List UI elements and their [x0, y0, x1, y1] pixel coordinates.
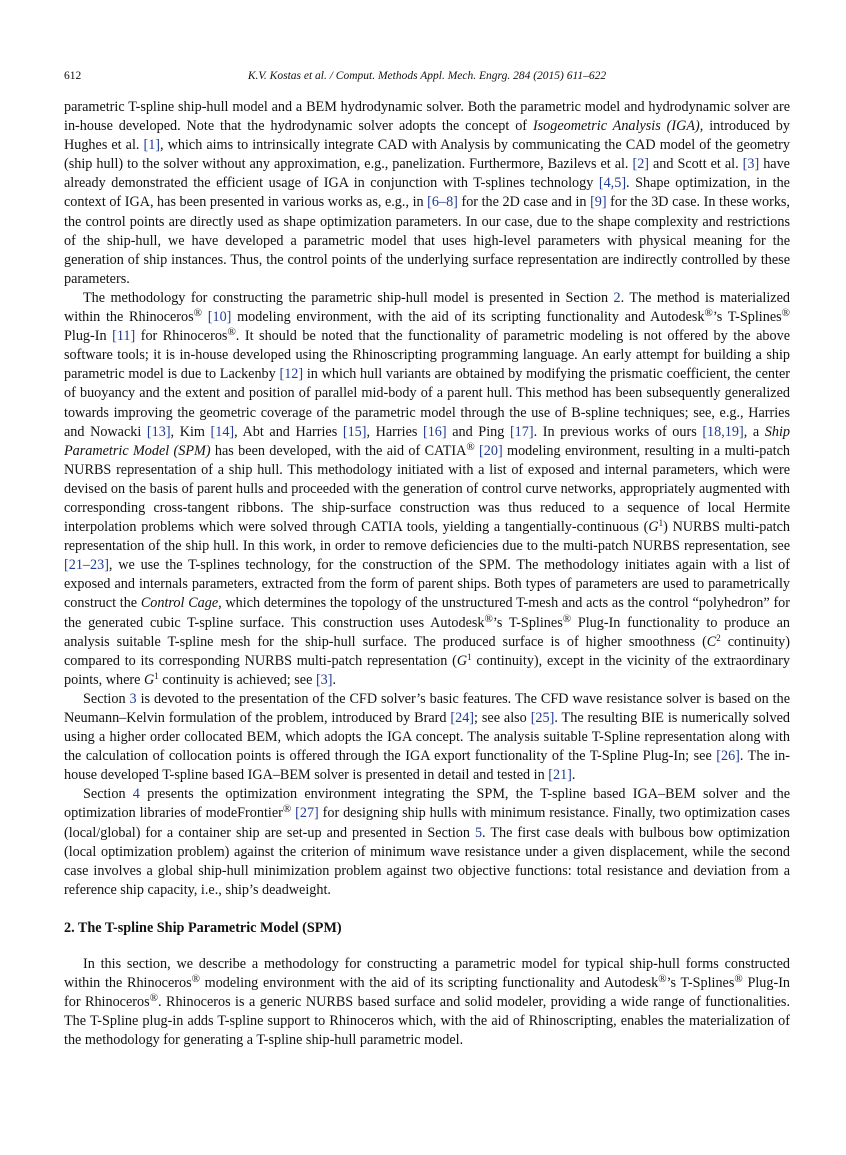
citation-link[interactable]: [6–8] [427, 194, 458, 211]
section-link[interactable]: 2 [613, 289, 621, 306]
paragraph-4: Section 4 presents the optimization environment integrating the SPM, the T-spline based IGA–BEM solver and the optimization libraries of modeFrontier® [27] for designing ship hulls with minimum resistance. Finally, two optimization cases (local/global) for a container ship are set-up and presented in Section 5. The first case deals with bulbous bow optimization (local optimization problem) against the criterion of minimum wave resistance under a given displacement, while the second case involves a global ship-hull minimization problem against two objective functions: total resistance and deviation from a reference ship capacity, i.e., ship’s deadweight. [64, 786, 791, 898]
citation-link[interactable]: [4,5] [598, 175, 627, 192]
paragraph-3: Section 3 is devoted to the presentation of the CFD solver’s basic features. The CFD wave resistance solver is based on the Neumann–Kelvin formulation of the problem, introduced by Brard [24]; see also [25]. The resulting BIE is numerically solved using a higher order collocated BEM, which adopts the IGA concept. The analysis suitable T-Spline representation along with the calculation of collocation points is offered through the IGA export functionality of the T-Spline Plug-In; see [26]. The in-house developed T-spline based IGA–BEM solver is presented in detail and tested in [21]. [64, 690, 790, 784]
citation-link[interactable]: [2] [632, 156, 650, 173]
citation-link[interactable]: [21] [548, 767, 572, 784]
citation-link[interactable]: [25] [530, 710, 555, 726]
citation-link[interactable]: [16] [422, 423, 447, 440]
paragraph-2: The methodology for constructing the parametric ship-hull model is presented in Section 2. The method is materialized within the Rhinoceros® [10] modeling environment, with the aid of its scripting functionality and Autodesk®’s T-Splines® Plug-In [11] for Rhinoceros®. It should be noted that the functionality of parametric modeling is not offered by the above software tools; it is in-house developed using the Rhinoscripting programming language. An early attempt for building a ship parametric model is due to Lackenby [12] in which hull variants are obtained by modifying the prismatic coefficient, the center of buoyancy and the extent and position of parallel mid-body of a parent hull. This method has been subsequently generalized towards improving the geometric coverage of the parametric model through the use of B-spline techniques; see, e.g., Harries and Nowacki [13], Kim [14], Abt and Harries [15], Harries [16] and Ping [17]. In previous works of ours [18,19], a Ship Parametric Model (SPM) has been developed, with the aid of CATIA® [20] modeling environment, resulting in a multi-patch NURBS representation of a ship hull. This methodology initiated with a list of exposed and internal parameters, which were devised on the basis of parent hulls and proceeded with the generation of control curve networks, appropriately augmented with corresponding cross-tangent ribbons. The ship-surface construction was thus reduced to a sequence of local Hermite interpolation problems which were solved through CATIA tools, yielding a tangentially-continuous $(G^1)$ NURBS multi-patch representation of the ship hull. In this work, in order to remove deficiencies due to the multi-patch NURBS representation, see [21–23], we use the T-splines technology, for the construction of the SPM. The methodology initiates again with a list of exposed and internals parameters, extracted from the form of parent ships. Both types of parameters are used to parametrically construct the Control Cage, which determines the topology of the unstructured T-mesh and acts as the control “polyhedron” for the generated cubic T-spline surface. This construction uses Autodesk®’s T-Splines® Plug-In functionality to produce an analysis suitable T-spline mesh for the ship-hull surface. The produced surface is of higher smoothness ($C^2$ continuity) compared to its corresponding NURBS multi-patch representation ($G^1$ continuity), except in the vicinity of the extraordinary points, where $G^1$ continuity is achieved; see [3]. [64, 289, 791, 688]
citation-link[interactable]: [14] [210, 423, 235, 440]
section-link[interactable]: 5 [474, 824, 483, 841]
journal-citation: K.V. Kostas et al. / Comput. Methods Appl. Mech. Engrg. 284 (2015) 611–622 [247, 70, 607, 82]
citation-link[interactable]: [1] [143, 137, 161, 154]
citation-link[interactable]: [9] [590, 194, 607, 211]
paragraph-1: parametric T-spline ship-hull model and a BEM hydrodynamic solver. Both the parametric model and hydrodynamic solver are in-house developed. Note that the hydrodynamic solver adopts the concept of Isogeometric Analysis (IGA), introduced by Hughes et al. [1], which aims to intrinsically integrate CAD with Analysis by communicating the CAD model of the geometry (ship hull) to the solver without any approximation, e.g., panelization. Furthermore, Bazilevs et al. [2] and Scott et al. [3] have already demonstrated the efficient usage of IGA in conjunction with T-splines technology [4,5]. Shape optimization, in the context of IGA, has been presented in various works as, e.g., in [6–8] for the 2D case and in [9] for the 3D case. In these works, the control points are directly used as shape optimization parameters. In our case, due to the shape complexity and restrictions of the ship-hull, we have developed a parametric model that uses high-level parameters with physical meaning for the generation of ship instances. Thus, the control points of the underlying surface representation are indirectly controlled by these parameters. [64, 99, 791, 287]
citation-link[interactable]: [11] [112, 328, 136, 345]
citation-link[interactable]: [18,19] [702, 423, 744, 440]
citation-link[interactable]: [26] [716, 748, 740, 765]
section-link[interactable]: 3 [129, 690, 137, 707]
citation-link[interactable]: [3] [742, 156, 760, 173]
citation-link[interactable]: [12] [279, 366, 304, 383]
citation-link[interactable]: [3] [315, 671, 333, 688]
citation-link[interactable]: [24] [450, 710, 475, 726]
running-header [64, 68, 790, 84]
section-link[interactable]: 4 [132, 786, 140, 803]
page-number: 612 [64, 70, 82, 82]
body-text [64, 98, 790, 1051]
citation-link[interactable]: [13] [146, 423, 171, 440]
citation-link[interactable]: [21–23] [64, 557, 109, 574]
citation-link[interactable]: [17] [509, 423, 534, 440]
paragraph-5: In this section, we describe a methodology for constructing a parametric model for typical ship-hull forms constructed within the Rhinoceros® modeling environment with the aid of its scripting functionality and Autodesk®’s T-Splines® Plug-In for Rhinoceros®. Rhinoceros is a generic NURBS based surface and solid modeler, providing a wide range of functionalities. The T-Spline plug-in adds T-spline support to Rhinoceros which, with the aid of Rhinoscripting, enables the materialization of the methodology for generating a T-spline ship-hull parametric model. [64, 956, 791, 1049]
section-heading: 2. The T-spline Ship Parametric Model (SPM) [64, 919, 342, 936]
citation-link[interactable]: [15] [342, 423, 367, 440]
citation-link[interactable]: [10] [207, 309, 232, 326]
citation-link[interactable]: [27] [295, 805, 319, 822]
citation-link[interactable]: [20] [479, 442, 503, 459]
